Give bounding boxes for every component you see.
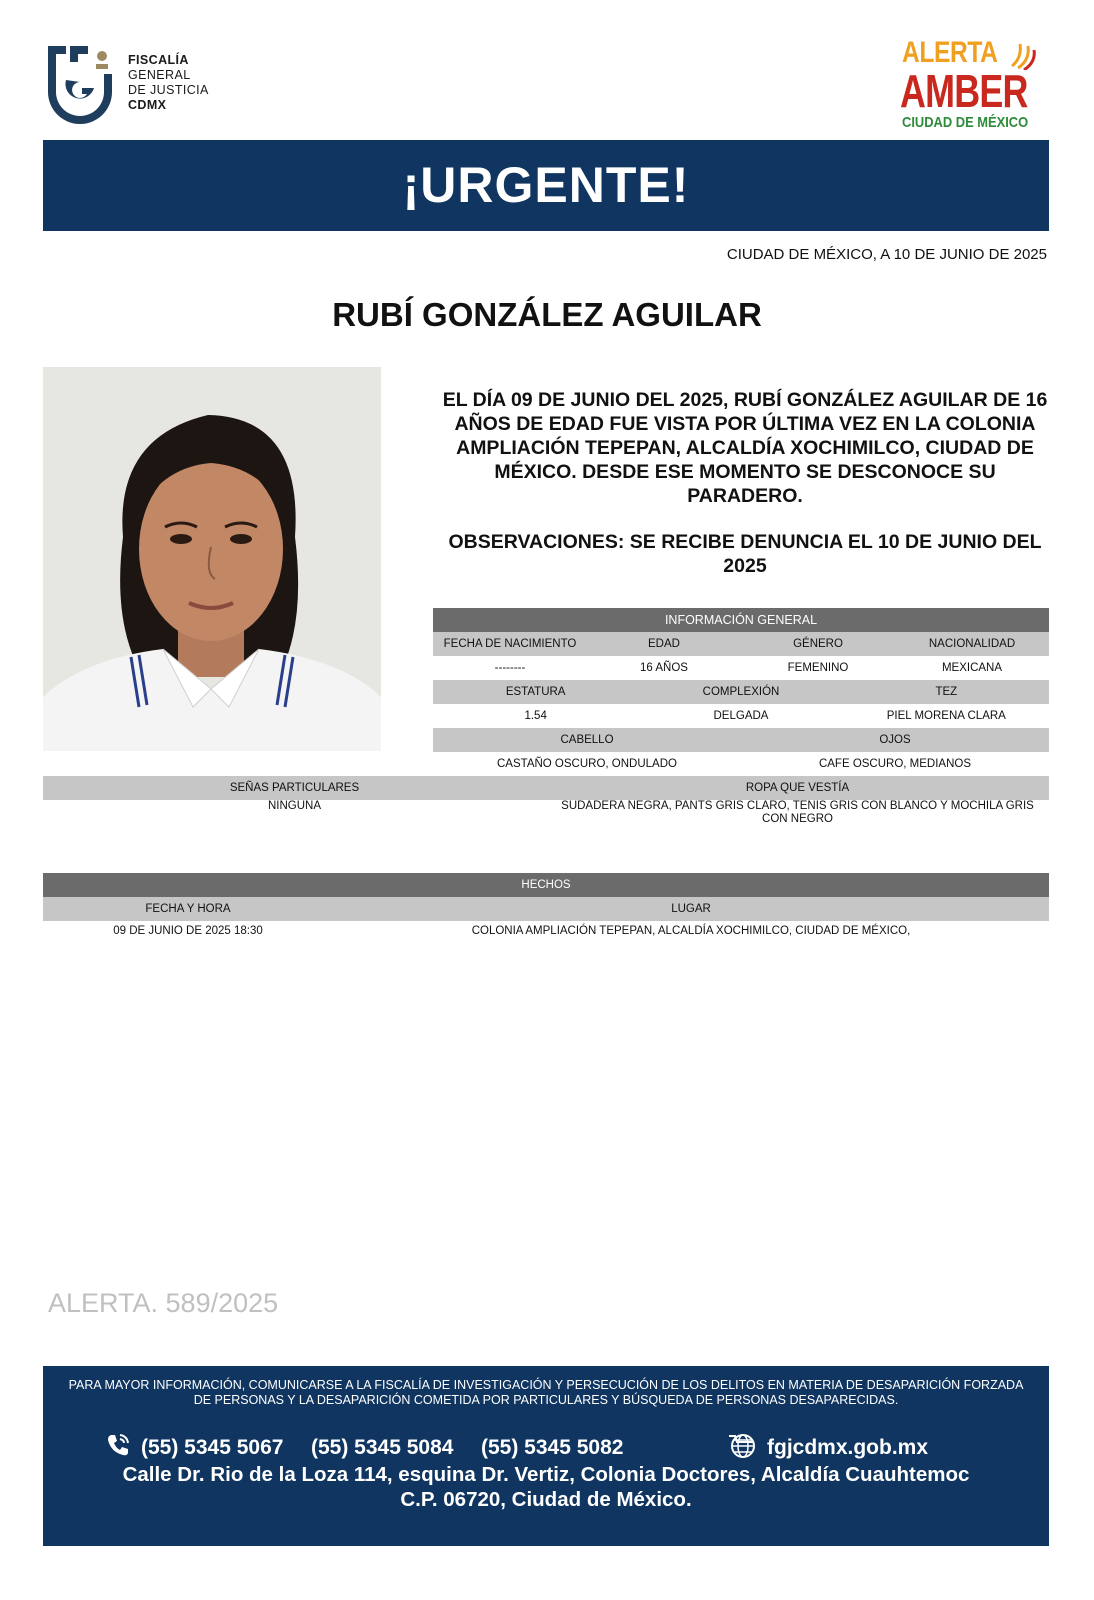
info-header-row-3: [433, 728, 1049, 752]
header-eyes: OJOS: [879, 734, 911, 746]
org-line-4: CDMX: [128, 98, 167, 112]
info-header-row-1: [433, 632, 1049, 656]
value-marks: NINGUNA: [267, 800, 322, 812]
info-value-row-3: [433, 752, 1049, 776]
header-hair: CABELLO: [560, 734, 614, 746]
value-datetime: 09 DE JUNIO DE 2025 18:30: [113, 925, 263, 937]
header-clothing: ROPA QUE VESTÍA: [745, 782, 850, 794]
value-gender: FEMENINO: [787, 662, 849, 674]
value-birthdate: --------: [494, 662, 526, 674]
info-title: INFORMACIÓN GENERAL: [664, 613, 818, 627]
header-gender: GÉNERO: [793, 638, 843, 650]
value-build: DELGADA: [713, 710, 769, 722]
value-place: COLONIA AMPLIACIÓN TEPEPAN, ALCALDÍA XOCHIMILCO, CIUDAD DE MÉXICO,: [471, 925, 911, 937]
footer-note: PARA MAYOR INFORMACIÓN, COMUNICARSE A LA FISCALÍA DE INVESTIGACIÓN Y PERSECUCIÓN DE LOS DELITOS EN MATERIA DE DESAPARICIÓN FORZADA DE PERSONAS Y LA DESAPARICIÓN COMETIDA POR PARTICULARES Y BÚSQUEDA DE PERSONAS DESAPARECIDAS.: [68, 1378, 1024, 1407]
amber-waves-icon: [1010, 40, 1036, 70]
amber-line-3: CIUDAD DE MÉXICO: [902, 114, 1029, 131]
fgj-name: [128, 53, 209, 113]
info-value-row-2: [433, 704, 1049, 728]
header-marks: SEÑAS PARTICULARES: [229, 782, 360, 794]
observations: OBSERVACIONES: SE RECIBE DENUNCIA EL 10 DE JUNIO DEL 2025: [448, 531, 1042, 577]
phone-1[interactable]: (55) 5345 5067: [141, 1436, 284, 1459]
org-line-1: FISCALÍA: [128, 53, 189, 67]
hechos-header-row: [43, 897, 1049, 921]
hechos-title: HECHOS: [521, 879, 571, 891]
value-eyes: CAFE OSCURO, MEDIANOS: [818, 758, 972, 770]
address-line-1: Calle Dr. Rio de la Loza 114, esquina Dr. Vertiz, Colonia Doctores, Alcaldía Cuauhtemoc: [122, 1463, 970, 1486]
org-line-2: GENERAL: [128, 68, 191, 82]
fgj-logo-icon: [44, 44, 116, 126]
date-line: CIUDAD DE MÉXICO, A 10 DE JUNIO DE 2025: [726, 246, 1047, 263]
info-title-row: [433, 608, 1049, 632]
globe-icon: [727, 1430, 757, 1460]
phone-3[interactable]: (55) 5345 5082: [481, 1436, 624, 1459]
address-line-2: C.P. 06720, Ciudad de México.: [400, 1488, 692, 1511]
header-complexion: TEZ: [935, 686, 958, 698]
value-height: 1.54: [524, 710, 547, 722]
info-value-row-4: [43, 800, 1049, 832]
phone-2[interactable]: (55) 5345 5084: [311, 1436, 454, 1459]
hechos-value-row: [43, 921, 1049, 941]
person-name: RUBÍ GONZÁLEZ AGUILAR: [332, 296, 762, 333]
urgent-banner: ¡URGENTE!: [43, 140, 1049, 231]
amber-line-1: ALERTA: [902, 36, 998, 69]
org-line-3: DE JUSTICIA: [128, 83, 209, 97]
portrait-image: [43, 367, 381, 751]
website-link[interactable]: fgjcdmx.gob.mx: [767, 1436, 929, 1459]
footer: [43, 1366, 1049, 1546]
amber-line-2: AMBER: [900, 65, 1028, 117]
header-height: ESTATURA: [505, 686, 566, 698]
header-build: COMPLEXIÓN: [702, 686, 780, 698]
alert-number: ALERTA. 589/2025: [48, 1288, 279, 1318]
info-value-row-1: [433, 656, 1049, 680]
phone-icon: [105, 1432, 131, 1458]
address: [43, 1462, 1049, 1512]
hechos-title-row: [43, 873, 1049, 897]
value-age: 16 AÑOS: [640, 662, 688, 674]
header-place: LUGAR: [671, 903, 711, 915]
info-header-row-2: [433, 680, 1049, 704]
header-datetime: FECHA Y HORA: [145, 903, 231, 915]
person-photo: [43, 367, 381, 751]
value-complexion: PIEL MORENA CLARA: [886, 710, 1006, 722]
header-age: EDAD: [648, 638, 680, 650]
value-nationality: MEXICANA: [941, 662, 1003, 674]
alerta-amber-logo: [902, 36, 1052, 136]
value-clothing: SUDADERA NEGRA, PANTS GRIS CLARO, TENIS GRIS CON BLANCO Y MOCHILA GRIS CON NEGRO: [561, 800, 1034, 825]
description: EL DÍA 09 DE JUNIO DEL 2025, RUBÍ GONZÁLEZ AGUILAR DE 16 AÑOS DE EDAD FUE VISTA POR ÚLTIMA VEZ EN LA COLONIA AMPLIACIÓN TEPEPAN, ALCALDÍA XOCHIMILCO, CIUDAD DE MÉXICO. DESDE ESE MOMENTO SE DESCONOCE SU PARADERO.: [442, 389, 1048, 507]
info-header-row-4: [43, 776, 1049, 800]
header-birthdate: FECHA DE NACIMIENTO: [443, 638, 577, 650]
header-nationality: NACIONALIDAD: [928, 638, 1016, 650]
value-hair: CASTAÑO OSCURO, ONDULADO: [497, 758, 677, 770]
